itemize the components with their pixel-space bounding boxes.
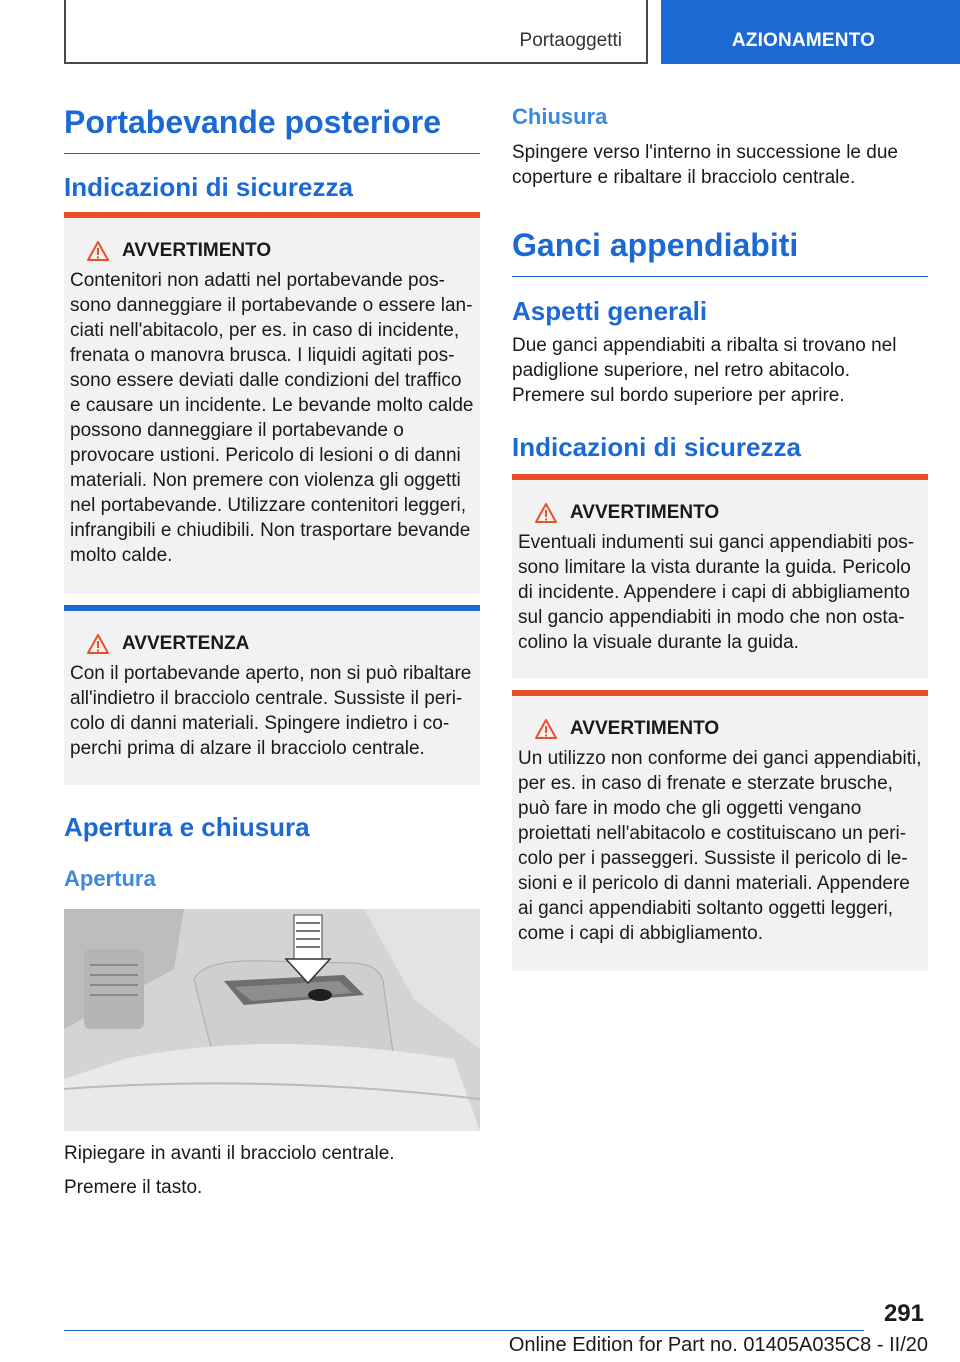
page-title: Portabevande posteriore	[64, 103, 480, 154]
notice-title: AVVERTENZA	[122, 633, 250, 654]
warning-text: Contenitori non adatti nel portabevande possono danneggiare il portabevande o essere lanciati nell'abitacolo, per es. in caso di incidente, frenata o manovra brusca. I liquidi agitati possono essere deviati dalle condizioni del traffico e causare un incidente. Le bevande molto calde possono danneggiare il portabevande o provocare ustioni. Pericolo di lesioni o di danni materiali. Non premere con violenza gli oggetti nel portabevande. Utilizzare contenitori leggeri, infrangibili e chiudibili. Non trasportare bevande molto calde.	[70, 270, 474, 566]
coat-hooks-title: Ganci appendiabiti	[512, 226, 928, 277]
header-section-box	[64, 0, 648, 64]
step-fold-armrest: Ripiegare in avanti il bracciolo centrale.	[64, 1143, 395, 1164]
warning-box-misuse	[512, 690, 928, 971]
closing-text: Spingere verso l'interno in successione le due coperture e ribaltare il bracciolo centrale.	[512, 142, 898, 188]
page-number: 291	[883, 1300, 924, 1327]
opening-heading: Apertura	[64, 866, 156, 891]
header-section-label: Portaoggetti	[519, 30, 622, 51]
warning-box-view	[512, 474, 928, 678]
notice-triangle-icon	[74, 634, 122, 654]
warning-text: Eventuali indumenti sui ganci appendiabiti possono limitare la vista durante la guida. Pericolo di incidente. Appendere i capi di abbigliamento sul gancio appendiabiti in modo che non ostacolino la visuale durante la guida.	[518, 532, 915, 653]
open-close-heading: Apertura e chiusura	[64, 812, 310, 842]
warning-box-cupholder	[64, 212, 480, 594]
armrest-photo	[64, 909, 480, 1131]
safety-heading: Indicazioni di sicurezza	[64, 172, 353, 202]
step-press-button: Premere il tasto.	[64, 1177, 203, 1198]
footer-edition: Online Edition for Part no. 01405A035C8 - II/20	[508, 1334, 928, 1356]
notice-box-armrest	[64, 605, 480, 785]
closing-heading: Chiusura	[512, 104, 608, 129]
warning-triangle-icon	[74, 241, 122, 261]
warning-title: AVVERTIMENTO	[122, 240, 272, 261]
general-text: Due ganci appendiabiti a ribalta si trovano nel padiglione superiore, nel retro abitacolo. Premere sul bordo superiore per aprire.	[512, 335, 897, 406]
warning-title: AVVERTIMENTO	[570, 718, 720, 739]
header-chapter-tab: AZIONAMENTO	[661, 0, 960, 64]
warning-triangle-icon	[522, 719, 570, 739]
warning-title: AVVERTIMENTO	[570, 502, 720, 523]
notice-text: Con il portabevande aperto, non si può ribaltare all'indietro il bracciolo centrale. Sussiste il pericolo di danni materiali. Spingere indietro i coperchi prima di alzare il bracciolo centrale.	[70, 663, 472, 759]
general-heading: Aspetti generali	[512, 296, 708, 326]
warning-text: Un utilizzo non conforme dei ganci appendiabiti, per es. in caso di frenate e sterzate brusche, può fare in modo che gli oggetti vengano proiettati nell'abitacolo e costituiscano un pericolo per i passeggeri. Sussiste il pericolo di lesioni e il pericolo di danni materiali. Appendere ai ganci appendiabiti soltanto oggetti leggeri, come i capi di abbigliamento.	[518, 748, 922, 944]
hooks-safety-heading: Indicazioni di sicurezza	[512, 432, 801, 462]
footer-divider	[64, 1330, 864, 1331]
warning-triangle-icon	[522, 503, 570, 523]
